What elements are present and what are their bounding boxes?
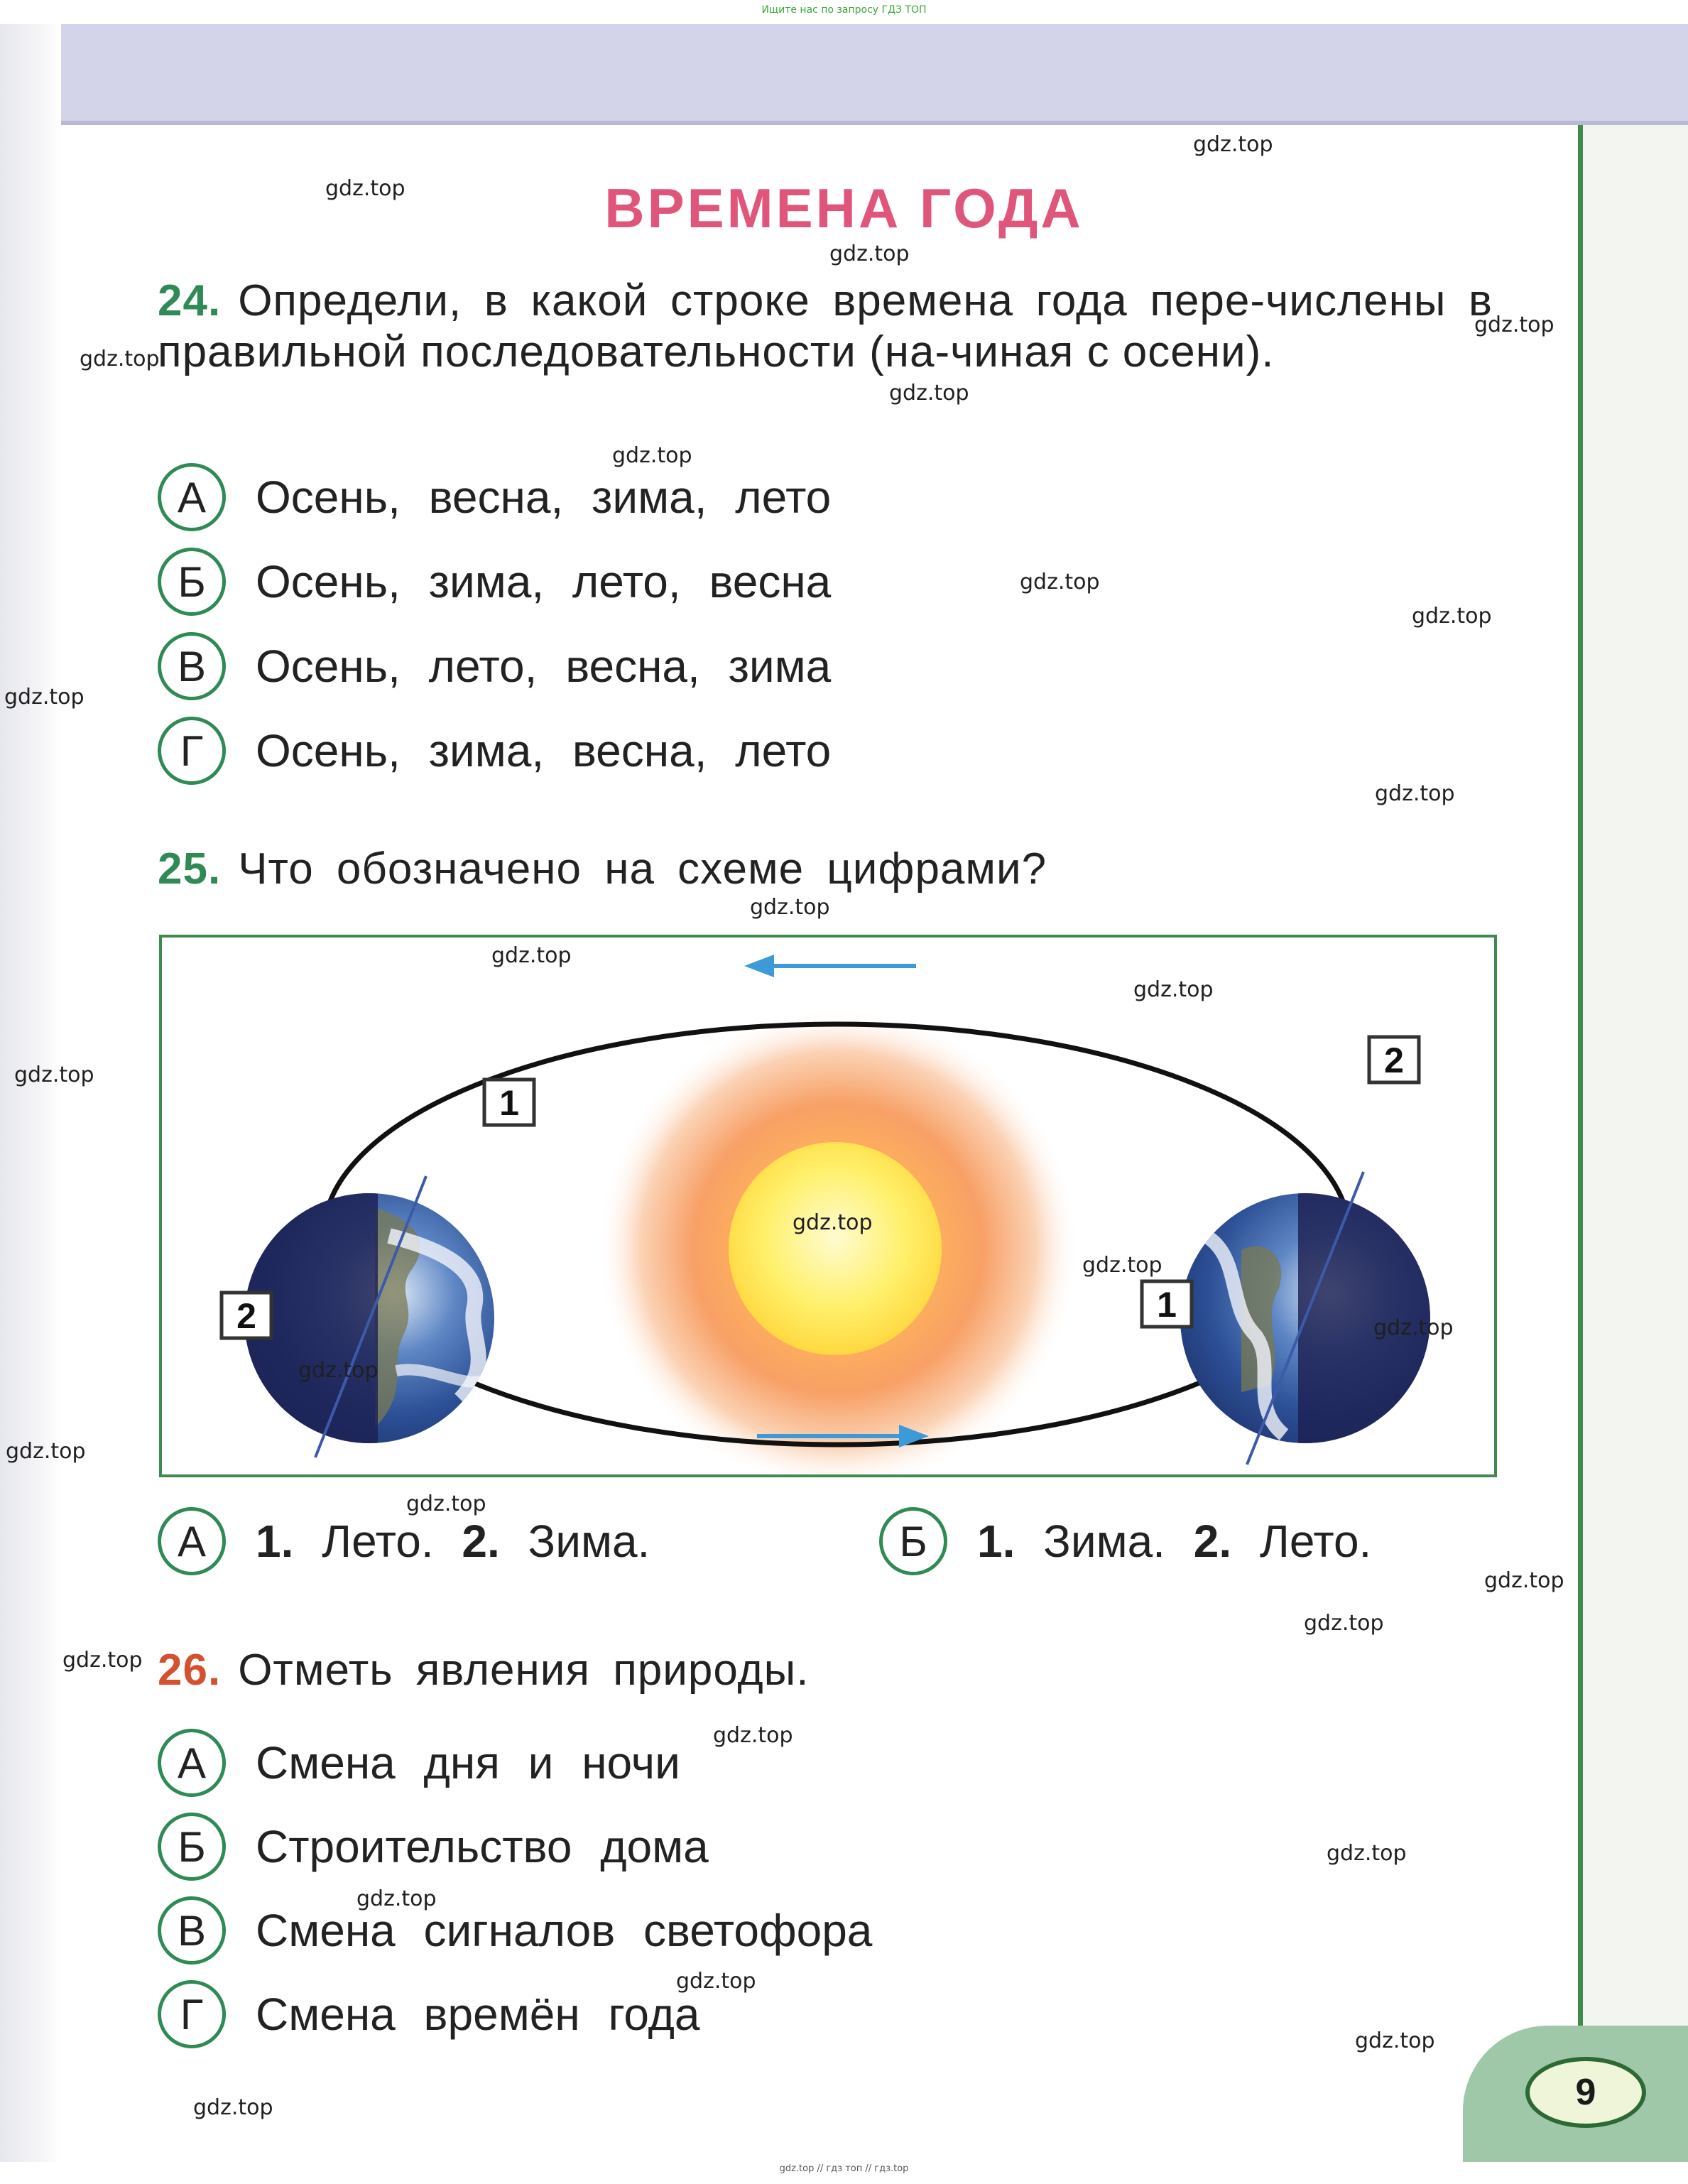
option-text: Строительство дома	[256, 1821, 709, 1872]
q24-option-b[interactable]	[158, 548, 831, 616]
option-text: Смена дня и ночи	[256, 1737, 680, 1788]
bottom-note: gdz.top // гдз топ // гдз.top	[779, 2163, 909, 2174]
question-25	[158, 844, 1047, 895]
question-number: 26.	[158, 1646, 222, 1695]
option-letter-circle[interactable]: Б	[879, 1507, 947, 1575]
option-text	[977, 1515, 1371, 1568]
watermark: gdz.top	[6, 1439, 86, 1464]
watermark: gdz.top	[1082, 1253, 1162, 1278]
svg-text:2: 2	[236, 1296, 256, 1336]
question-text: Определи, в какой строке времена года пере-числены в правильной последовательности (на-чиная с осени).	[158, 276, 1493, 376]
q25-option-a[interactable]	[158, 1507, 650, 1575]
watermark: gdz.top	[1304, 1611, 1384, 1636]
question-24	[158, 276, 1493, 378]
sun	[729, 1142, 942, 1355]
option-letter-circle[interactable]: Г	[158, 1980, 226, 2048]
watermark: gdz.top	[1375, 781, 1455, 806]
orbit-diagram	[159, 935, 1497, 1477]
answer-number-2: 2.	[1193, 1516, 1232, 1567]
option-text: Осень, лето, весна, зима	[256, 641, 832, 692]
watermark: gdz.top	[1373, 1315, 1454, 1340]
watermark: gdz.top	[1484, 1568, 1564, 1593]
orbit-arrow-top	[744, 955, 916, 977]
svg-text:2: 2	[1384, 1041, 1404, 1080]
option-text: Осень, зима, весна, лето	[256, 725, 832, 776]
watermark: gdz.top	[298, 1358, 379, 1383]
watermark: gdz.top	[829, 241, 910, 266]
q24-option-d[interactable]	[158, 717, 831, 785]
watermark: gdz.top	[491, 943, 572, 968]
label-left-1	[484, 1080, 534, 1125]
q26-option-b[interactable]	[158, 1813, 709, 1881]
option-letter-circle[interactable]: А	[158, 1729, 226, 1797]
question-26	[158, 1645, 809, 1696]
question-number: 24.	[158, 276, 222, 325]
option-letter-circle[interactable]: Б	[158, 548, 226, 616]
page-gutter	[0, 24, 61, 2162]
question-text: Отметь явления природы.	[238, 1646, 810, 1695]
watermark: gdz.top	[80, 347, 160, 371]
q25-option-b[interactable]	[879, 1507, 1371, 1575]
watermark: gdz.top	[889, 381, 969, 406]
right-margin-panel	[1583, 125, 1688, 2162]
watermark: gdz.top	[356, 1886, 437, 1911]
watermark: gdz.top	[1412, 604, 1492, 629]
watermark: gdz.top	[1133, 977, 1214, 1002]
answer-text-2: Зима.	[528, 1516, 650, 1567]
option-letter-circle[interactable]: В	[158, 632, 226, 700]
q26-option-a[interactable]	[158, 1729, 680, 1797]
answer-text-2: Лето.	[1259, 1516, 1372, 1567]
watermark: gdz.top	[4, 685, 85, 710]
watermark: gdz.top	[406, 1492, 486, 1516]
watermark: gdz.top	[793, 1210, 873, 1235]
watermark: gdz.top	[62, 1648, 143, 1673]
question-number: 25.	[158, 844, 222, 893]
option-text: Смена времён года	[256, 1989, 700, 2040]
answer-number-1: 1.	[977, 1516, 1015, 1567]
option-letter-circle[interactable]: Г	[158, 717, 226, 785]
answer-number-2: 2.	[462, 1516, 500, 1567]
q24-option-c[interactable]	[158, 632, 831, 700]
q24-option-a[interactable]	[158, 463, 831, 531]
option-text: Смена сигналов светофора	[256, 1905, 873, 1956]
q26-option-c[interactable]	[158, 1896, 872, 1965]
top-note: Ищите нас по запросу ГДЗ ТОП	[761, 4, 927, 16]
label-right-1	[1142, 1281, 1192, 1327]
page-title: ВРЕМЕНА ГОДА	[604, 177, 1084, 239]
option-text: Осень, зима, лето, весна	[256, 556, 832, 607]
question-text: Что обозначено на схеме цифрами?	[238, 844, 1047, 893]
option-text	[256, 1515, 650, 1568]
option-letter-circle[interactable]: А	[158, 1507, 226, 1575]
watermark: gdz.top	[1193, 132, 1273, 157]
right-margin-rule	[1578, 125, 1583, 2032]
watermark: gdz.top	[612, 443, 692, 468]
watermark: gdz.top	[1327, 1841, 1407, 1866]
answer-number-1: 1.	[256, 1516, 294, 1567]
label-left-2	[222, 1293, 271, 1338]
watermark: gdz.top	[193, 2095, 273, 2120]
option-text: Осень, весна, зима, лето	[256, 472, 832, 523]
watermark: gdz.top	[750, 895, 830, 920]
watermark: gdz.top	[713, 1723, 793, 1748]
orbit-svg	[162, 938, 1494, 1474]
watermark: gdz.top	[1355, 2028, 1435, 2053]
answer-text-1: Зима.	[1043, 1516, 1165, 1567]
option-letter-circle[interactable]: В	[158, 1896, 226, 1965]
answer-text-1: Лето.	[322, 1516, 434, 1567]
watermark: gdz.top	[14, 1063, 94, 1087]
page-number: 9	[1525, 2057, 1646, 2128]
watermark: gdz.top	[1474, 313, 1554, 337]
svg-text:1: 1	[1157, 1285, 1177, 1325]
watermark: gdz.top	[676, 1969, 756, 1994]
option-letter-circle[interactable]: А	[158, 463, 226, 531]
watermark: gdz.top	[325, 176, 405, 201]
q26-option-d[interactable]	[158, 1980, 700, 2048]
option-letter-circle[interactable]: Б	[158, 1813, 226, 1881]
svg-text:1: 1	[499, 1083, 519, 1123]
watermark: gdz.top	[1020, 570, 1100, 594]
label-right-2	[1369, 1037, 1419, 1082]
header-band	[0, 24, 1688, 125]
